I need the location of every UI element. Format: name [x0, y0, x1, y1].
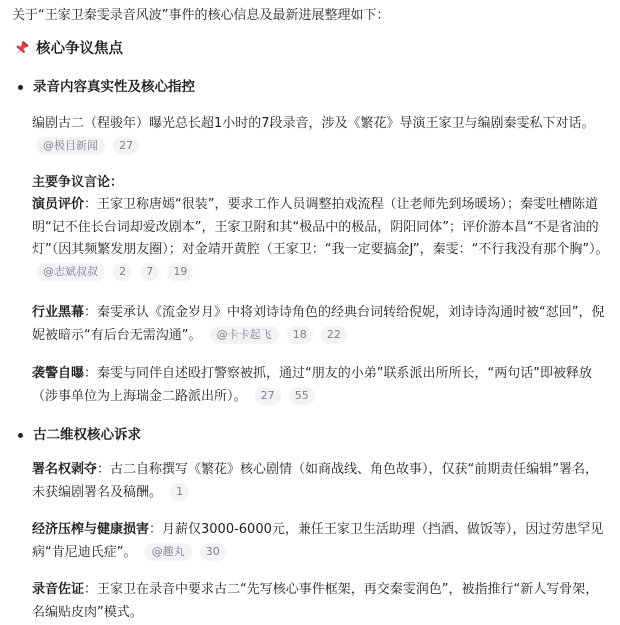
bullet-item	[10, 425, 141, 445]
reference-badge[interactable]: 19	[167, 263, 193, 281]
paragraph-text: ：秦雯承认《流金岁月》中将刘诗诗角色的经典台词转给倪妮，刘诗诗沟通时被“怼回”，倪妮被暗示“有后台无需沟通”。	[32, 305, 605, 343]
paragraph-label: 录音佐证	[32, 582, 85, 597]
paragraph-label: 行业黑幕	[32, 305, 85, 320]
bullet-item	[10, 77, 195, 97]
paragraph-authorship	[32, 459, 610, 504]
paragraph-exploitation	[32, 519, 610, 564]
reference-badge[interactable]: 22	[321, 326, 347, 344]
reference-badge[interactable]: 18	[287, 326, 313, 344]
paragraph-text: ：王家卫在录音中要求古二“先写核心事件框架，再交秦雯润色”，被指推行“新人写骨架，名编贴皮肉”模式。	[32, 582, 599, 620]
paragraph-police-assault	[32, 363, 610, 408]
paragraph-text: 编剧古二（程骏年）曝光总长超1小时的7段录音，涉及《繁花》导演王家卫与编剧秦雯私下对话。	[32, 116, 595, 131]
source-tag[interactable]: @趣丸	[145, 543, 192, 561]
section-heading	[12, 38, 123, 60]
bullet-dot	[18, 433, 23, 438]
reference-badge[interactable]: 27	[255, 387, 281, 405]
paragraph-actor-comments	[32, 194, 610, 284]
paragraph-text: ：月薪仅3000-6000元，兼任王家卫生活助理（挡酒、做饭等），因过劳患罕见病“肯尼迪氏症”。	[32, 522, 604, 560]
source-tag[interactable]: @志斌叔叔	[36, 263, 105, 281]
reference-badge[interactable]: 27	[113, 137, 139, 155]
reference-badge[interactable]: 30	[200, 543, 226, 561]
section-title: 核心争议焦点	[36, 41, 123, 57]
paragraph-text: ：古二自称撰写《繁花》核心剧情（如商战线、角色故事），仅获“前期责任编辑”署名，未获编剧署名及稿酬。	[32, 462, 598, 500]
paragraph-label: 袭警自曝	[32, 366, 85, 381]
paragraph-label: 经济压榨与健康损害	[32, 522, 150, 537]
paragraph-text: ：王家卫称唐嫣“很装”，要求工作人员调整拍戏流程（让老师先到场暖场）；秦雯吐槽陈道明“记不住长台词却爱改剧本”，王家卫附和其“极品中的极品，阴阳同体”；评价游本昌“不是省油的灯”（因其频繁发朋友圈）；对金靖开黄腔（王家卫：“我一定要搞金J”，秦雯：“不行我没有那个胸”）。	[32, 197, 609, 257]
reference-badge[interactable]: 2	[113, 263, 132, 281]
paragraph-label: 署名权剥夺	[32, 462, 98, 477]
reference-badge[interactable]: 7	[140, 263, 159, 281]
disputes-heading: 主要争议言论：	[32, 175, 124, 190]
paragraph-text: ：秦雯与同伴自述殴打警察被抓，通过“朋友的小弟”联系派出所所长，“两句话”即被释放（涉事单位为上海瑞金二路派出所）。	[32, 366, 592, 404]
paragraph-industry-scandal	[32, 302, 610, 347]
bullet-label: 录音内容真实性及核心指控	[33, 79, 195, 95]
bullet-label: 古二维权核心诉求	[33, 427, 141, 443]
intro-text: 关于“王家卫秦雯录音风波”事件的核心信息及最新进展整理如下：	[12, 8, 390, 23]
source-tag[interactable]: @卡卡起飞	[210, 326, 279, 344]
reference-badge[interactable]: 55	[289, 387, 315, 405]
pushpin-icon	[12, 40, 30, 58]
bullet-dot	[18, 85, 23, 90]
paragraph-label: 演员评价	[32, 197, 85, 212]
paragraph-recording-evidence	[32, 579, 610, 624]
reference-badge[interactable]: 1	[170, 483, 189, 501]
source-tag[interactable]: @极目新闻	[36, 137, 105, 155]
paragraph-recording-intro	[32, 113, 610, 158]
